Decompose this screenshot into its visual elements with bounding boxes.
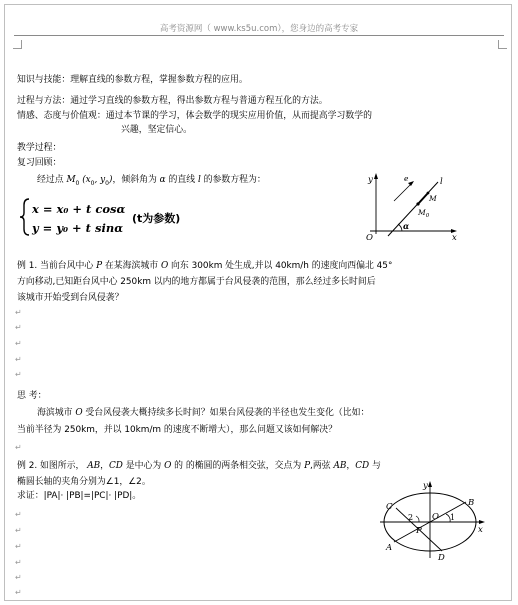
x-axis-arrow (479, 520, 485, 524)
thinking-o: O (75, 408, 83, 418)
brace (20, 199, 29, 235)
example2-text-g: 与 (369, 461, 381, 471)
example2-line1 (17, 460, 381, 472)
example1-p: P (96, 261, 103, 271)
example1-text-b: 在某海滨城市 (102, 261, 161, 271)
review-text-c: 的直线 (165, 175, 198, 185)
objective-emotion-line2: 兴趣，坚定信心。 (121, 125, 192, 135)
objective-knowledge: 知识与技能：理解直线的参数方程，掌握参数方程的应用。 (17, 75, 248, 85)
review-text-d: 的参数方程为： (200, 175, 266, 185)
thinking-line1 (37, 407, 369, 419)
example2-o: O (164, 461, 172, 471)
fig2-a-label: A (386, 543, 393, 553)
angle-2-arc (416, 516, 419, 522)
example2-line2: 椭圆长轴的夹角分别为∠1，∠2。 (17, 477, 151, 487)
header-rule (14, 35, 504, 36)
example2-p: P (304, 461, 311, 471)
corner-mark-right (498, 40, 507, 49)
direction-vector-head (408, 181, 414, 186)
review-coords-sub2: 0 (105, 179, 109, 187)
fig2-c-label: C (386, 502, 393, 512)
return-mark: ↵ (15, 370, 22, 379)
fig1-y-label: y (368, 175, 373, 185)
direction-vector (394, 183, 412, 201)
review-text (37, 174, 266, 190)
figure-ellipse-chords (378, 478, 488, 564)
fig2-o-label: O (432, 512, 439, 522)
review-point-sub: 0 (75, 179, 80, 187)
example2-ab2: AB (333, 461, 347, 471)
fig1-x-label: x (452, 233, 457, 242)
example2-ab: AB (87, 461, 101, 471)
fig1-l-label: l (440, 177, 443, 187)
return-mark: ↵ (15, 339, 22, 348)
example1-line2: 方向移动,已知距台风中心 250km 以内的地方都属于台风侵袭的范围，那么经过多长时间后 (17, 277, 376, 287)
fig1-origin-label: O (366, 233, 373, 242)
figure-line-direction (360, 170, 460, 242)
fig1-alpha-label: α (403, 221, 410, 231)
fig2-angle1-label: 1 (450, 513, 456, 522)
review-coords-end: ) (108, 175, 113, 185)
example2-text-b: ， (100, 461, 109, 471)
equation-param-note: (t为参数) (132, 212, 181, 225)
example1-text-a: 例 1. 当前台风中心 (17, 261, 97, 271)
fig2-y-label: y (423, 481, 428, 491)
example2-cd: CD (109, 461, 123, 471)
parametric-equation (18, 196, 218, 238)
fig1-m0-letter: M (418, 208, 426, 217)
return-mark: ↵ (15, 573, 22, 582)
objective-process: 过程与方法：通过学习直线的参数方程，得出参数方程与普通方程互化的方法。 (17, 96, 328, 106)
thinking-text-a: 海滨城市 (37, 408, 76, 418)
return-mark: ↵ (15, 308, 22, 317)
review-alpha: α (159, 175, 166, 185)
review-line-l: l (197, 175, 201, 185)
fig2-b-label: B (468, 498, 475, 508)
review-coords: (x (79, 175, 91, 185)
example2-text-a: 例 2. 如图所示， (17, 461, 88, 471)
example1-line3: 该城市开始受到台风侵袭？ (17, 293, 124, 303)
review-coords-mid: , y (94, 175, 106, 185)
review-coords-sub1: 0 (90, 179, 95, 187)
return-mark: ↵ (15, 323, 22, 332)
thinking-text-b: 受台风侵袭大概持续多长时间？如果台风侵袭的半径也发生变化（比如： (82, 408, 370, 418)
equation-row2: y = y₀ + t sinα (32, 221, 124, 235)
objective-emotion-line1: 情感、态度与价值观：通过本节课的学习，体会数学的现实应用价值，从而提高学习数学的 (17, 111, 372, 121)
fig2-angle2-label: 2 (408, 513, 414, 522)
y-axis-arrow (428, 481, 432, 487)
return-mark: ↵ (15, 558, 22, 567)
return-mark: ↵ (15, 443, 22, 452)
fig1-m0-sub: 0 (425, 213, 430, 219)
fig2-x-label: x (478, 525, 483, 535)
fig1-m0-label (417, 208, 430, 219)
fig1-m-label: M (429, 194, 437, 203)
review-text-b: ，倾斜角为 (112, 175, 160, 185)
example2-text-e: ,两弦 (310, 461, 334, 471)
example1-line1 (17, 260, 392, 272)
example2-cd2: CD (355, 461, 370, 471)
return-mark: ↵ (15, 526, 22, 535)
example1-o: O (160, 261, 169, 271)
return-mark: ↵ (15, 542, 22, 551)
corner-mark-left (13, 40, 22, 49)
return-mark: ↵ (15, 588, 22, 597)
example2-text-c: 是中心为 (122, 461, 165, 471)
page-header: 高考资源网（ www.ks5u.com），您身边的高考专家 (159, 24, 359, 34)
fig2-d-label: D (438, 553, 445, 563)
y-axis-arrow (374, 173, 378, 179)
example2-text-d: 的 的椭圆的两条相交弦，交点为 (171, 461, 305, 471)
review-point: M (66, 175, 76, 185)
example2-text-f: ， (346, 461, 356, 471)
line-l (388, 182, 438, 236)
example1-text-c: 向东 300km 处生成,并以 40km/h 的速度向西偏北 45° (168, 261, 393, 271)
thinking-title: 思 考： (17, 391, 47, 401)
segment-m0-m (418, 193, 428, 204)
fig1-e-label: e (404, 174, 409, 183)
return-mark: ↵ (15, 510, 22, 519)
review-title: 复习回顾： (17, 158, 62, 168)
fig2-p-label: P (416, 526, 422, 536)
return-mark: ↵ (15, 355, 22, 364)
review-text-a: 经过点 (37, 175, 67, 185)
equation-row1: x = x₀ + t cosα (32, 202, 126, 216)
example2-line3: 求证：|PA|· |PB|=|PC|· |PD|。 (17, 491, 142, 501)
thinking-line2: 当前半径为 250km，并以 10km/m 的速度不断增大），那么问题又该如何解决？ (17, 425, 337, 435)
process-title: 教学过程： (17, 143, 62, 153)
